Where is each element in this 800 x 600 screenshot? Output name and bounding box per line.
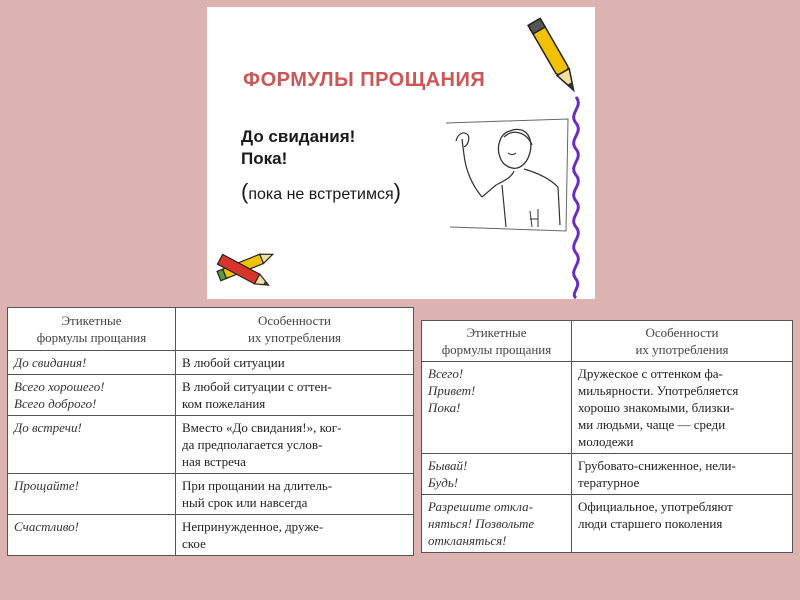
- table-row: [8, 515, 414, 556]
- usage-cell: В любой ситуации с оттен- ком пожелания: [176, 375, 414, 416]
- header-usage: Особенности их употребления: [176, 308, 414, 351]
- close-paren: ): [393, 179, 401, 204]
- phrase-poka: Пока!: [241, 149, 288, 168]
- table-row: [8, 416, 414, 474]
- usage-cell: Дружеское с оттенком фа- мильярности. Употребляется хорошо знакомыми, близки- ми людьми, чаще — среди молодежи: [572, 362, 793, 454]
- usage-cell: Официальное, употребляют люди старшего поколения: [572, 495, 793, 553]
- formula-cell: До свидания!: [8, 351, 176, 375]
- table-row: [422, 362, 793, 454]
- pen-icon: [527, 11, 583, 101]
- table-header-row: [422, 321, 793, 362]
- table-row: [422, 454, 793, 495]
- usage-cell: Вместо «До свидания!», ког- да предполагается услов- ная встреча: [176, 416, 414, 474]
- phrase-poka-ne-vstretimsya: [241, 179, 401, 205]
- card-title: ФОРМУЛЫ ПРОЩАНИЯ: [243, 69, 486, 91]
- usage-cell: Грубовато-сниженное, нели- тературное: [572, 454, 793, 495]
- usage-cell: Непринужденное, друже- ское: [176, 515, 414, 556]
- pencils-icon: [209, 233, 289, 297]
- header-formulas: Этикетные формулы прощания: [8, 308, 176, 351]
- table-row: [422, 495, 793, 553]
- usage-cell: При прощании на длитель- ный срок или навсегда: [176, 474, 414, 515]
- phrase-text: пока не встретимся: [248, 186, 394, 203]
- open-paren: (: [241, 179, 249, 204]
- formula-cell: Бывай! Будь!: [422, 454, 572, 495]
- farewell-formulas-table-left: [7, 307, 414, 556]
- formula-cell: Разрешите откла- няться! Позвольте откланяться!: [422, 495, 572, 553]
- formula-cell: До встречи!: [8, 416, 176, 474]
- formula-cell: Счастливо!: [8, 515, 176, 556]
- formula-cell: Всего! Привет! Пока!: [422, 362, 572, 454]
- table-header-row: [8, 308, 414, 351]
- table-row: [8, 351, 414, 375]
- table-row: [8, 375, 414, 416]
- header-usage: Особенности их употребления: [572, 321, 793, 362]
- farewell-formulas-table-right: [421, 320, 793, 553]
- woman-waving-drawing: [442, 115, 570, 235]
- table-row: [8, 474, 414, 515]
- illustration-card: [207, 7, 595, 299]
- formula-cell: Прощайте!: [8, 474, 176, 515]
- phrase-do-svidaniya: До свидания!: [241, 127, 356, 146]
- formula-cell: Всего хорошего! Всего доброго!: [8, 375, 176, 416]
- header-formulas: Этикетные формулы прощания: [422, 321, 572, 362]
- usage-cell: В любой ситуации: [176, 351, 414, 375]
